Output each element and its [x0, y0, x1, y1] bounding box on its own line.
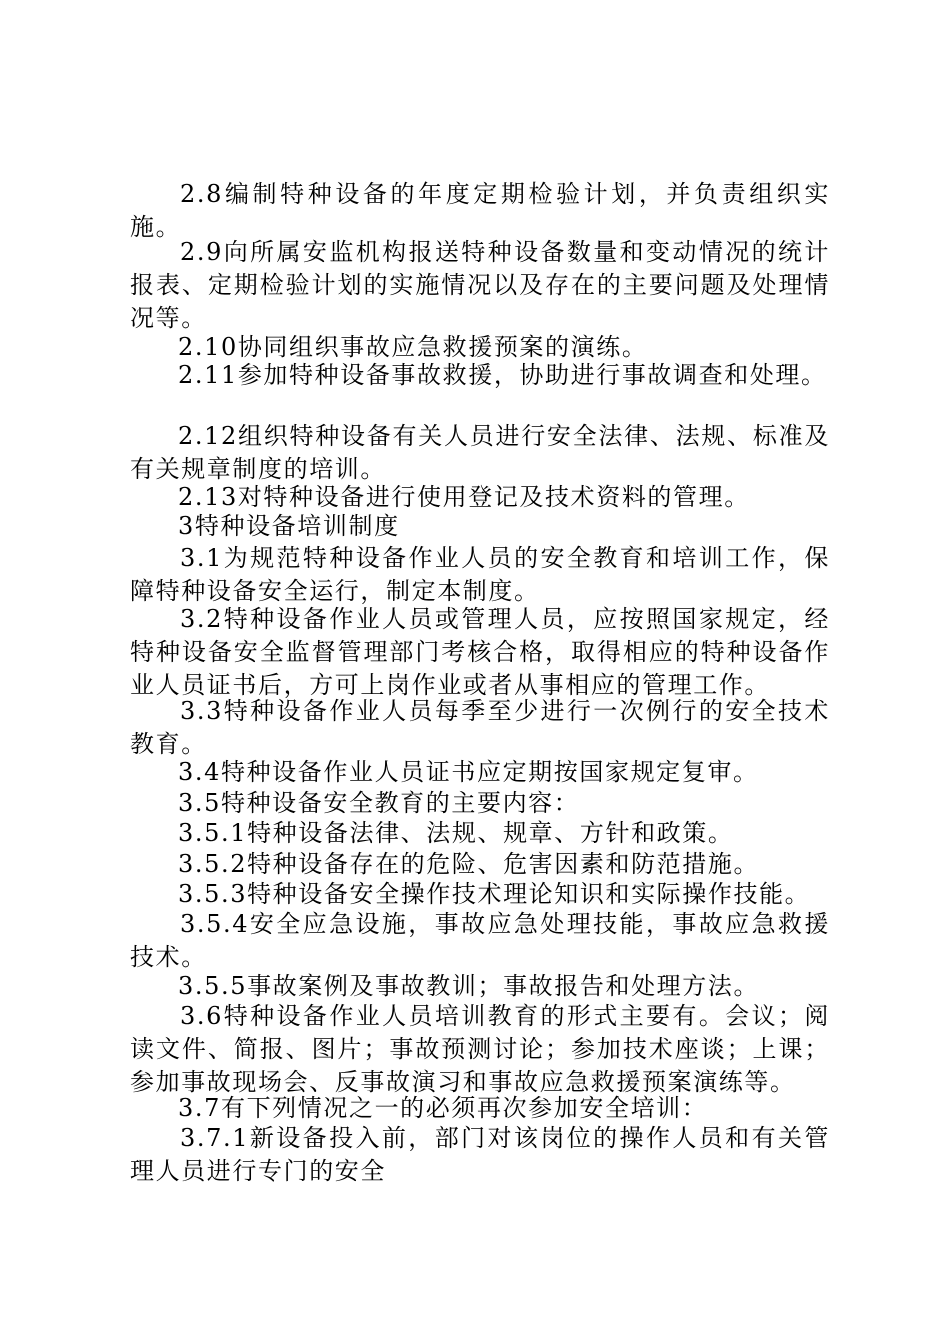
- paragraph-3-5-2: 3.5.2特种设备存在的危险、危害因素和防范措施。: [178, 850, 760, 878]
- paragraph-2-11: 2.11参加特种设备事故救援，协助进行事故调查和处理。: [178, 361, 827, 389]
- paragraph-2-10: 2.10协同组织事故应急救援预案的演练。: [178, 333, 648, 361]
- paragraph-3-3: 3.3特种设备作业人员每季至少进行一次例行的安全技术教育。: [130, 697, 830, 758]
- paragraph-3-6: 3.6特种设备作业人员培训教育的形式主要有。会议；阅读文件、简报、图片；事故预测讨论；参加技术座谈；上课；参加事故现场会、反事故演习和事故应急救援预案演练等。: [130, 1002, 830, 1096]
- paragraph-3-7: 3.7有下列情况之一的必须再次参加安全培训：: [178, 1094, 708, 1122]
- paragraph-2-12: 2.12组织特种设备有关人员进行安全法律、法规、标准及有关规章制度的培训。: [130, 422, 830, 483]
- paragraph-3-7-1: 3.7.1新设备投入前，部门对该岗位的操作人员和有关管理人员进行专门的安全: [130, 1124, 830, 1185]
- paragraph-2-8: 2.8编制特种设备的年度定期检验计划，并负责组织实施。: [130, 180, 830, 241]
- paragraph-3-1: 3.1为规范特种设备作业人员的安全教育和培训工作，保障特种设备安全运行，制定本制度。: [130, 544, 830, 605]
- paragraph-3-5: 3.5特种设备安全教育的主要内容：: [178, 789, 580, 817]
- paragraph-2-13: 2.13对特种设备进行使用登记及技术资料的管理。: [178, 483, 750, 511]
- paragraph-3-4: 3.4特种设备作业人员证书应定期按国家规定复审。: [178, 758, 759, 786]
- paragraph-3-5-5: 3.5.5事故案例及事故教训；事故报告和处理方法。: [178, 972, 760, 1000]
- paragraph-3-5-1: 3.5.1特种设备法律、法规、规章、方针和政策。: [178, 819, 734, 847]
- section-heading-3: 3特种设备培训制度: [178, 512, 400, 540]
- paragraph-3-5-4: 3.5.4安全应急设施，事故应急处理技能，事故应急救援技术。: [130, 910, 830, 971]
- paragraph-3-5-3: 3.5.3特种设备安全操作技术理论知识和实际操作技能。: [178, 880, 811, 908]
- paragraph-3-2: 3.2特种设备作业人员或管理人员，应按照国家规定，经特种设备安全监督管理部门考核合格，取得相应的特种设备作业人员证书后，方可上岗作业或者从事相应的管理工作。: [130, 605, 830, 699]
- paragraph-2-9: 2.9向所属安监机构报送特种设备数量和变动情况的统计报表、定期检验计划的实施情况以及存在的主要问题及处理情况等。: [130, 238, 830, 332]
